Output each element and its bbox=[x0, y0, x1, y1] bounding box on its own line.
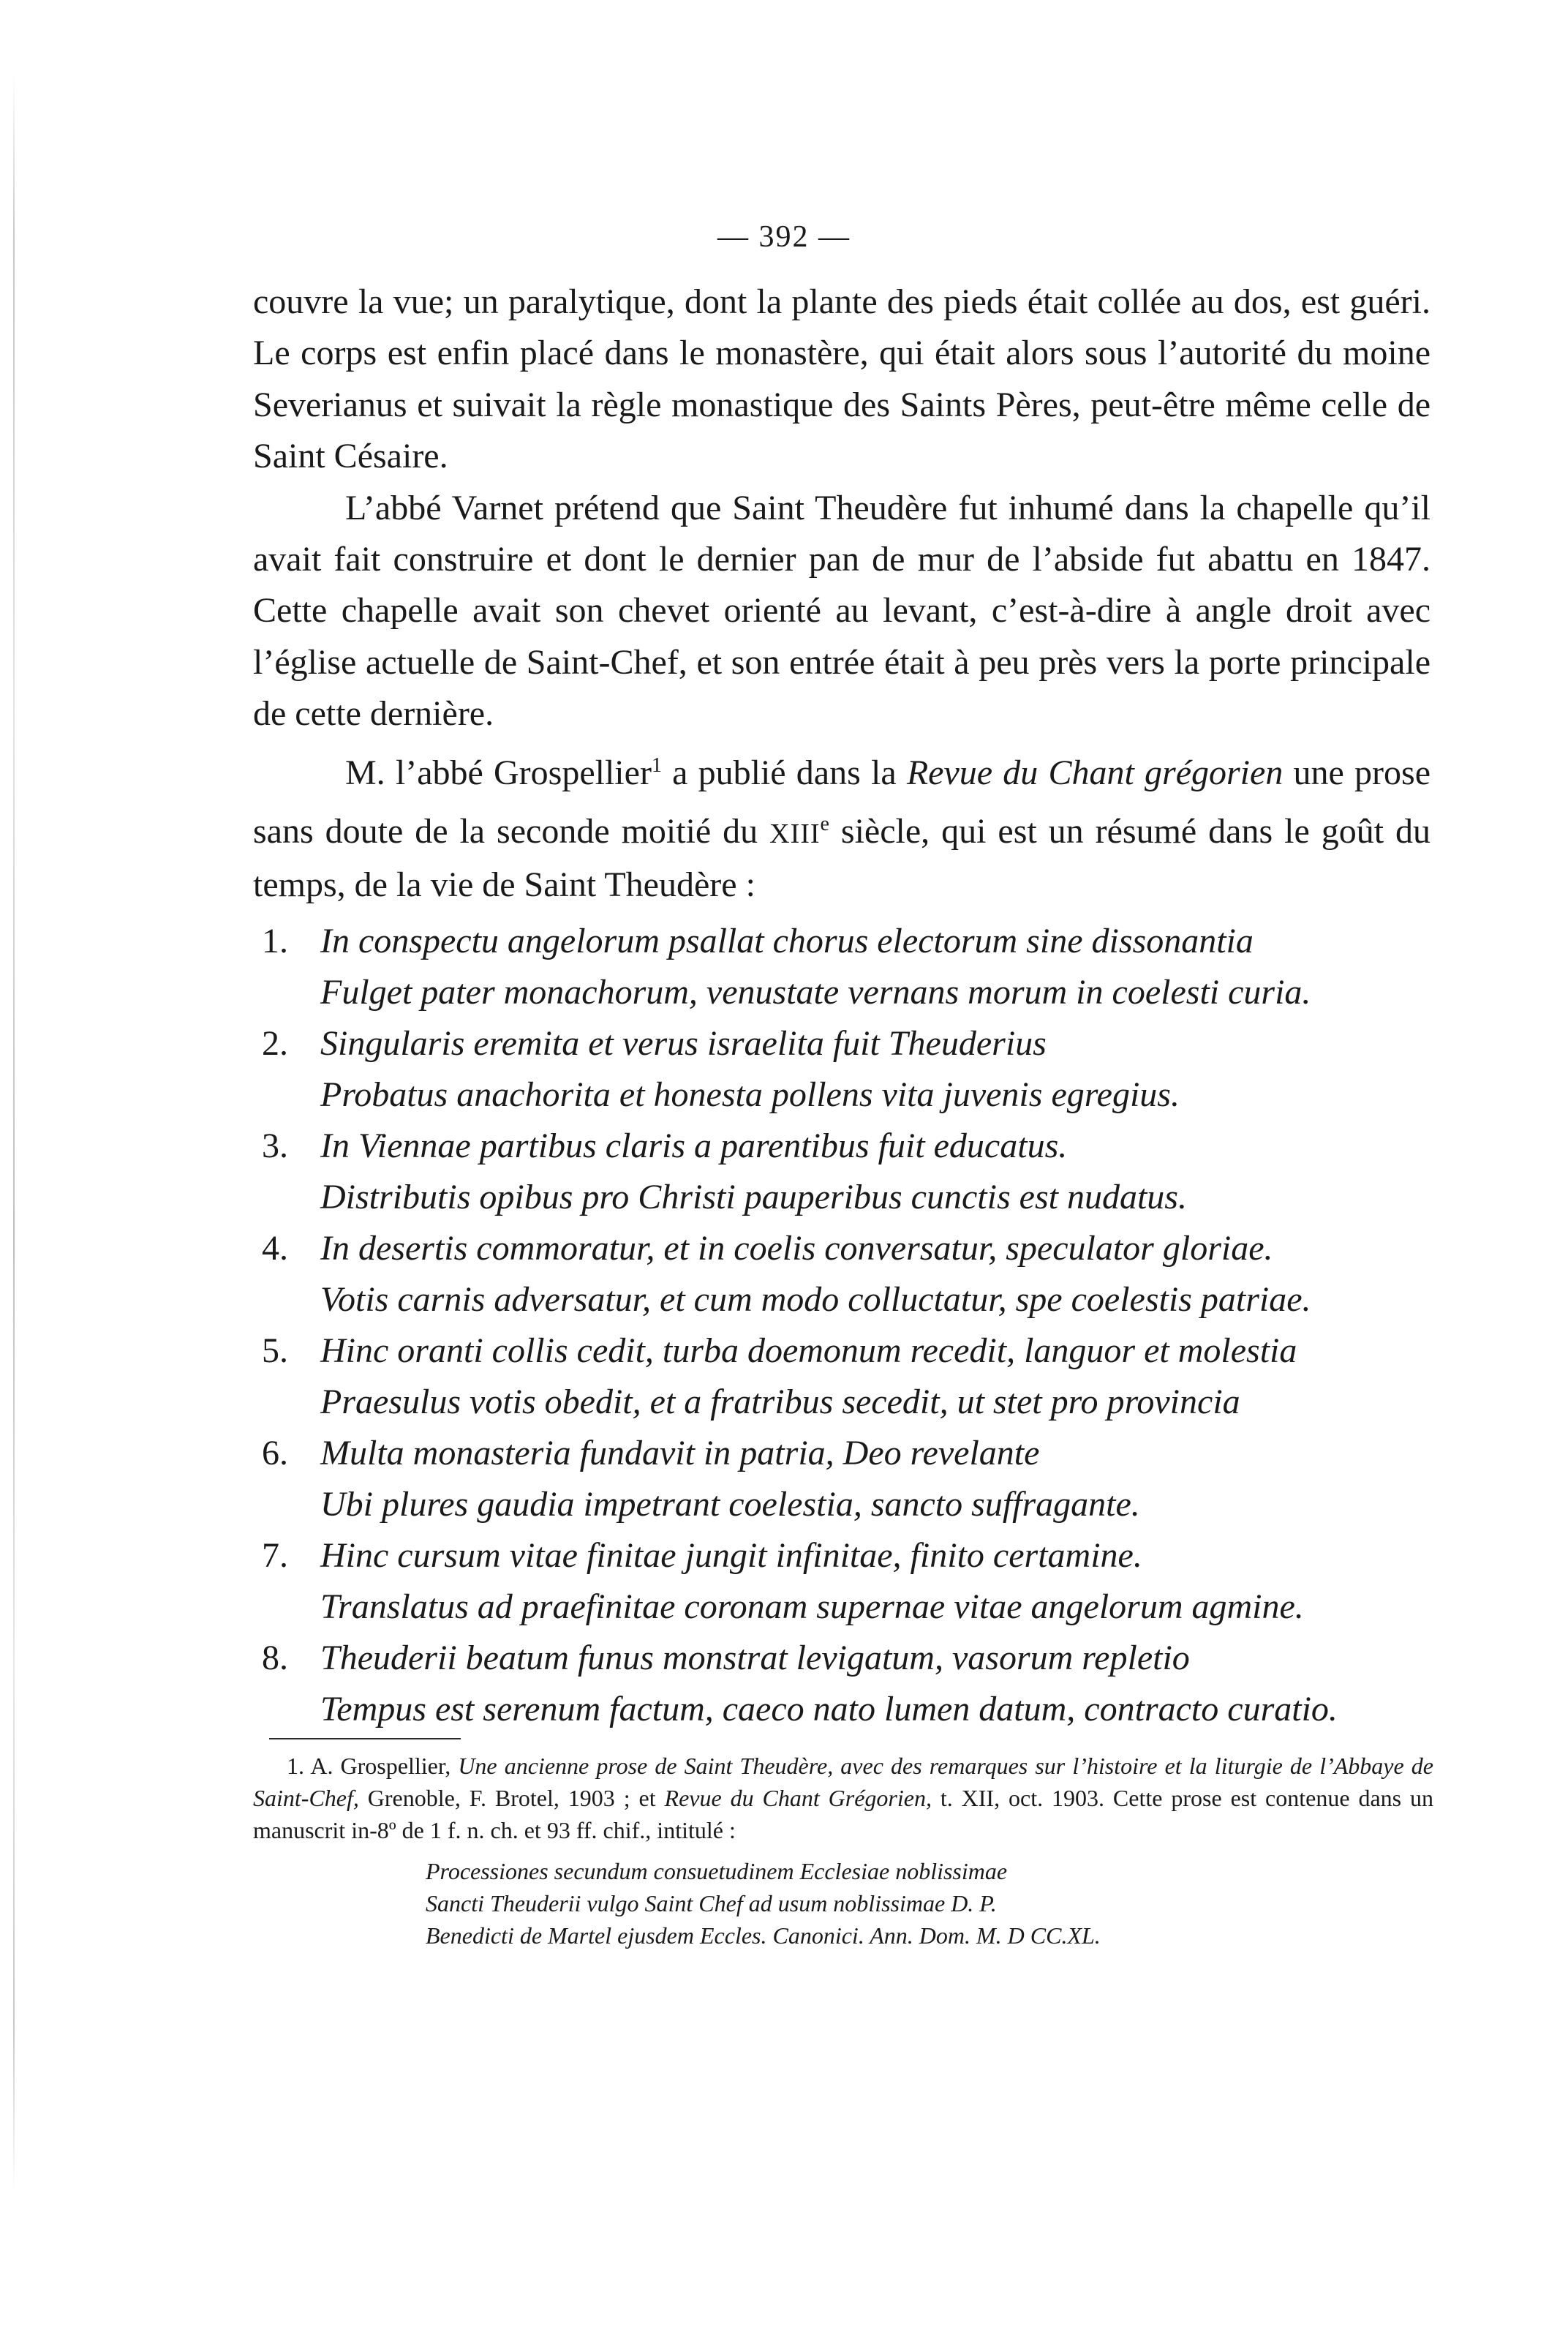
stanza-8 bbox=[253, 1633, 1452, 1735]
stanza-2 bbox=[253, 1018, 1452, 1121]
stanza-line: Hinc oranti collis cedit, turba doemonum recedit, languor et molestia bbox=[320, 1331, 1297, 1370]
footnote-rest: t. XII, oct. 1903. Cette prose est contenue dans un manuscrit in-8º de 1 f. n. ch. et 93 ff. chif., intitulé : bbox=[253, 1785, 1434, 1843]
stanza-number: 3. bbox=[262, 1126, 288, 1165]
stanza-line: Ubi plures gaudia impetrant coelestia, sancto suffragante. bbox=[320, 1485, 1140, 1524]
paragraph-2: L’abbé Varnet prétend que Saint Theudère fut inhumé dans la chapelle qu’il avait fait construire et dont le dernier pan de mur de l’abside fut abattu en 1847. Cette chapelle avait son chevet orienté au levant, c’est-à-dire à angle droit avec l’église actuelle de Saint-Chef, et son entrée était à peu près vers la porte principale de cette dernière. bbox=[253, 488, 1431, 734]
footnote-journal: Revue du Chant Grégorien, bbox=[664, 1785, 932, 1811]
stanza-number: 5. bbox=[262, 1331, 288, 1370]
stanza-number: 6. bbox=[262, 1434, 288, 1472]
stanza-line: Multa monasteria fundavit in patria, Deo revelante bbox=[320, 1434, 1040, 1472]
stanza-line: Translatus ad praefinitae coronam supernae vitae angelorum agmine. bbox=[320, 1587, 1304, 1626]
p3-century: XIII bbox=[769, 819, 821, 850]
stanza-number: 2. bbox=[262, 1024, 288, 1063]
prose-poem bbox=[253, 916, 1452, 1735]
page-number: — 392 — bbox=[717, 220, 851, 254]
p3-century-sup: e bbox=[820, 813, 829, 836]
stanza-line: In desertis commoratur, et in coelis conversatur, speculator gloriae. bbox=[320, 1229, 1273, 1268]
p3-mid: a publié dans la bbox=[661, 753, 907, 792]
body-text bbox=[253, 276, 1431, 911]
stanza-number: 4. bbox=[262, 1229, 288, 1268]
p3-end: siècle, qui est un résumé dans le goût du temps, de la vie de Saint Theudère : bbox=[253, 812, 1431, 905]
manuscript-line: Benedicti de Martel ejusdem Eccles. Canonici. Ann. Dom. M. D CC.XL. bbox=[426, 1922, 1101, 1949]
footnote-1 bbox=[253, 1750, 1433, 1846]
stanza-line: Praesulus votis obedit, et a fratribus secedit, ut stet pro provincia bbox=[320, 1382, 1240, 1421]
footnote-ref-1: 1 bbox=[651, 753, 662, 777]
footnote-publisher: Grenoble, F. Brotel, 1903 ; et bbox=[358, 1785, 665, 1811]
p3-before-ref: M. l’abbé Grospellier bbox=[345, 753, 652, 792]
stanza-number: 7. bbox=[262, 1536, 288, 1575]
stanza-number: 1. bbox=[262, 922, 288, 960]
stanza-line: Theuderii beatum funus monstrat levigatum, vasorum repletio bbox=[320, 1639, 1190, 1677]
stanza-4 bbox=[253, 1223, 1452, 1325]
footnote-book-title: Une ancienne prose de Saint Theudère, avec des remarques sur l’histoire et la liturgie de l’Abbaye de Saint-Chef, bbox=[253, 1753, 1434, 1811]
p3-journal-title: Revue du Chant grégorien bbox=[906, 753, 1284, 792]
stanza-3 bbox=[253, 1121, 1452, 1223]
footnote-block bbox=[253, 1750, 1433, 1846]
manuscript-line: Sancti Theuderii vulgo Saint Chef ad usum noblissimae D. P. bbox=[426, 1890, 997, 1916]
stanza-6 bbox=[253, 1428, 1452, 1530]
footnote-divider bbox=[269, 1738, 461, 1739]
p3-after-journal: une prose sans doute de la seconde moitié du bbox=[253, 753, 1431, 851]
stanza-line: Hinc cursum vitae finitae jungit infinitae, finito certamine. bbox=[320, 1536, 1142, 1575]
stanza-line: In Viennae partibus claris a parentibus fuit educatus. bbox=[320, 1126, 1068, 1165]
stanza-line: Votis carnis adversatur, et cum modo colluctatur, spe coelestis patriae. bbox=[320, 1280, 1311, 1319]
stanza-number: 8. bbox=[262, 1639, 288, 1677]
stanza-line: Singularis eremita et verus israelita fuit Theuderius bbox=[320, 1024, 1047, 1063]
paragraph-1: couvre la vue; un paralytique, dont la plante des pieds était collée au dos, est guéri. Le corps est enfin placé dans le monastère, qui était alors sous l’autorité du moine Severianus et suivait la règle monastique des Saints Pères, peut-être même celle de Saint Césaire. bbox=[253, 282, 1431, 476]
stanza-line: Fulget pater monachorum, venustate vernans morum in coelesti curia. bbox=[320, 973, 1311, 1012]
stanza-line: In conspectu angelorum psallat chorus electorum sine dissonantia bbox=[320, 922, 1254, 960]
footnote-manuscript-title bbox=[426, 1855, 1450, 1952]
scan-edge-shadow bbox=[13, 73, 15, 2194]
stanza-1 bbox=[253, 916, 1452, 1018]
footnote-author: A. Grospellier, bbox=[304, 1753, 459, 1779]
paragraph-3 bbox=[253, 740, 1431, 911]
stanza-5 bbox=[253, 1325, 1452, 1428]
stanza-line: Probatus anachorita et honesta pollens vita juvenis egregius. bbox=[320, 1075, 1180, 1114]
manuscript-line: Processiones secundum consuetudinem Ecclesiae noblissimae bbox=[426, 1858, 1008, 1884]
stanza-line: Tempus est serenum factum, caeco nato lumen datum, contracto curatio. bbox=[320, 1690, 1338, 1728]
stanza-7 bbox=[253, 1530, 1452, 1633]
footnote-number: 1. bbox=[287, 1753, 304, 1779]
stanza-line: Distributis opibus pro Christi pauperibus cunctis est nudatus. bbox=[320, 1178, 1187, 1216]
